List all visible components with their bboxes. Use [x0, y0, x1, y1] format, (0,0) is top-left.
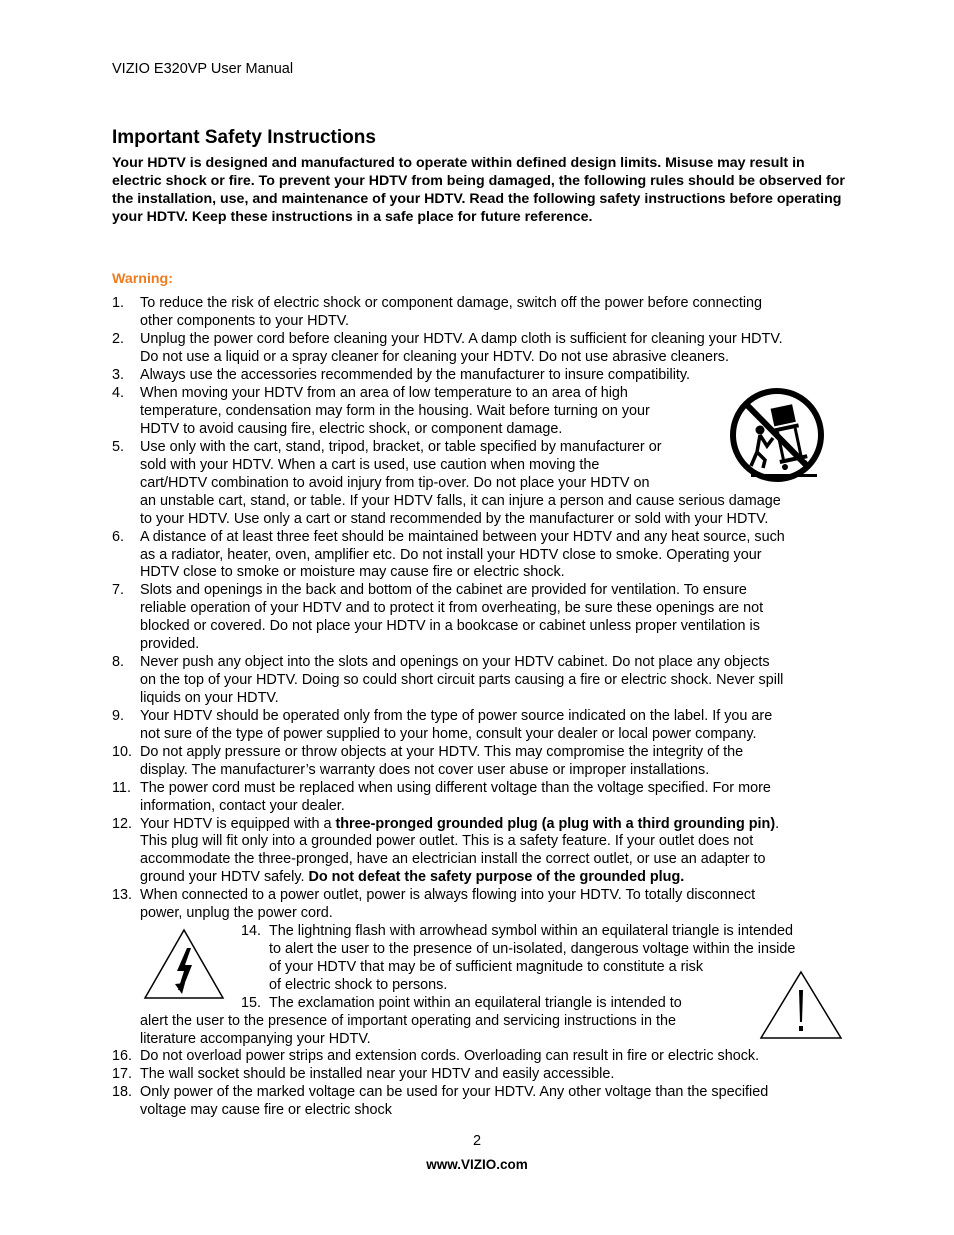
- list-number: 4.: [112, 385, 125, 401]
- list-item-text-run: ground your HDTV safely.: [140, 869, 309, 885]
- list-number: 3.: [112, 367, 125, 383]
- list-item-text: Never push any object into the slots and openings on your HDTV cabinet. Do not place any objects: [140, 654, 770, 670]
- list-item-text: [140, 815, 779, 833]
- list-item-text: literature accompanying your HDTV.: [140, 1031, 371, 1047]
- list-number: 6.: [112, 529, 125, 545]
- list-item-text: of your HDTV that may be of sufficient magnitude to constitute a risk: [269, 959, 704, 975]
- list-item-text: Always use the accessories recommended by the manufacturer to insure compatibility.: [140, 367, 691, 383]
- list-number: 8.: [112, 654, 125, 670]
- list-item-text: A distance of at least three feet should be maintained between your HDTV and any heat source, such: [140, 529, 785, 545]
- list-item-text: other components to your HDTV.: [140, 313, 350, 329]
- list-number: 7.: [112, 582, 125, 598]
- list-number: 11.: [112, 780, 131, 796]
- cart-tip-over-warning-icon: [727, 388, 827, 485]
- list-item-text: This plug will fit only into a grounded power outlet. This is a safety feature. If your outlet does not: [140, 833, 754, 849]
- list-number: 14.: [241, 923, 262, 939]
- list-item-text: to alert the user to the presence of un-isolated, dangerous voltage within the inside: [269, 941, 796, 957]
- lightning-triangle-icon: [143, 928, 225, 1000]
- list-number: 13.: [112, 887, 133, 903]
- list-number: 9.: [112, 708, 125, 724]
- list-item-text: reliable operation of your HDTV and to protect it from overheating, be sure these openings are not: [140, 600, 764, 616]
- list-item-text: accommodate the three-pronged, have an electrician install the correct outlet, or use an adapter to: [140, 851, 766, 867]
- list-item-text: The power cord must be replaced when using different voltage than the voltage specified. For more: [140, 780, 771, 796]
- list-item-text: display. The manufacturer’s warranty does not cover user abuse or improper installations.: [140, 762, 710, 778]
- list-item-text: Only power of the marked voltage can be used for your HDTV. Any other voltage than the specified: [140, 1084, 769, 1100]
- page-number: 2: [472, 1133, 482, 1149]
- warning-label: Warning:: [112, 271, 173, 287]
- running-header: VIZIO E320VP User Manual: [112, 61, 294, 77]
- list-item-text-run: Your HDTV is equipped with a: [140, 816, 336, 832]
- list-item-text: of electric shock to persons.: [269, 977, 448, 993]
- list-item-text: Your HDTV should be operated only from the type of power source indicated on the label. If you are: [140, 708, 773, 724]
- list-item-text: Slots and openings in the back and bottom of the cabinet are provided for ventilation. To ensure: [140, 582, 747, 598]
- exclamation-triangle-icon: [759, 970, 843, 1040]
- list-number: 16.: [112, 1048, 133, 1064]
- footer-url: www.VIZIO.com: [426, 1157, 528, 1172]
- list-item-text: Use only with the cart, stand, tripod, bracket, or table specified by manufacturer or: [140, 439, 662, 455]
- list-item-text: HDTV to avoid causing fire, electric shock, or component damage.: [140, 421, 563, 437]
- list-item-text: to your HDTV. Use only a cart or stand recommended by the manufacturer or sold with your HDTV.: [140, 511, 769, 527]
- list-number: 15.: [241, 995, 262, 1011]
- list-item-text: an unstable cart, stand, or table. If your HDTV falls, it can injure a person and cause serious damage: [140, 493, 781, 509]
- list-item-text: HDTV close to smoke or moisture may cause fire or electric shock.: [140, 564, 565, 580]
- list-item-text: provided.: [140, 636, 200, 652]
- list-item-text: as a radiator, heater, oven, amplifier etc. Do not install your HDTV close to smoke. Operating your: [140, 547, 762, 563]
- list-item-text: The wall socket should be installed near your HDTV and easily accessible.: [140, 1066, 615, 1082]
- list-number: 12.: [112, 816, 133, 832]
- list-item-text: on the top of your HDTV. Doing so could short circuit parts causing a fire or electric shock. Never spill: [140, 672, 784, 688]
- list-number: 1.: [112, 295, 125, 311]
- list-item-text: power, unplug the power cord.: [140, 905, 333, 921]
- list-number: 5.: [112, 439, 125, 455]
- list-item-text: alert the user to the presence of important operating and servicing instructions in the: [140, 1013, 676, 1029]
- list-item-text-run: .: [775, 816, 780, 832]
- list-number: 10.: [112, 744, 133, 760]
- list-item-text: To reduce the risk of electric shock or component damage, switch off the power before connecting: [140, 295, 763, 311]
- list-item-text: Unplug the power cord before cleaning your HDTV. A damp cloth is sufficient for cleaning your HDTV.: [140, 331, 783, 347]
- section-title: Important Safety Instructions: [112, 127, 376, 148]
- list-number: 2.: [112, 331, 125, 347]
- list-number: 17.: [112, 1066, 133, 1082]
- list-item-text: liquids on your HDTV.: [140, 690, 279, 706]
- list-item-text: cart/HDTV combination to avoid injury from tip-over. Do not place your HDTV on: [140, 475, 650, 491]
- list-item-text: Do not apply pressure or throw objects at your HDTV. This may compromise the integrity of the: [140, 744, 744, 760]
- list-item-text: temperature, condensation may form in the housing. Wait before turning on your: [140, 403, 650, 419]
- list-item-text: The exclamation point within an equilateral triangle is intended to: [269, 995, 682, 1011]
- list-number: 18.: [112, 1084, 133, 1100]
- list-item-text: blocked or covered. Do not place your HDTV in a bookcase or cabinet unless proper ventilation is: [140, 618, 760, 634]
- list-item-text: When connected to a power outlet, power is always flowing into your HDTV. To totally disconnect: [140, 887, 756, 903]
- list-item-text: information, contact your dealer.: [140, 798, 345, 814]
- list-item-text: The lightning flash with arrowhead symbol within an equilateral triangle is intended: [269, 923, 793, 939]
- intro-paragraph: Your HDTV is designed and manufactured to operate within defined design limits. Misuse may result in electric shock or fire. To prevent your HDTV from being damaged, the following rules should be observed for the installation, use, and maintenance of your HDTV. Read the following safety instructions before operating your HDTV. Keep these instructions in a safe place for future reference.: [112, 155, 845, 225]
- emphasis-text: three-pronged grounded plug (a plug with a third grounding pin): [335, 816, 776, 832]
- list-item-text: not sure of the type of power supplied to your home, consult your dealer or local power company.: [140, 726, 757, 742]
- list-item-text: Do not overload power strips and extension cords. Overloading can result in fire or electric shock.: [140, 1048, 760, 1064]
- list-item-text: [140, 868, 684, 886]
- emphasis-text: Do not defeat the safety purpose of the grounded plug.: [308, 869, 685, 885]
- list-item-text: Do not use a liquid or a spray cleaner for cleaning your HDTV. Do not use abrasive cleaners.: [140, 349, 729, 365]
- list-item-text: When moving your HDTV from an area of low temperature to an area of high: [140, 385, 628, 401]
- list-item-text: voltage may cause fire or electric shock: [140, 1102, 392, 1118]
- list-item-text: sold with your HDTV. When a cart is used, use caution when moving the: [140, 457, 600, 473]
